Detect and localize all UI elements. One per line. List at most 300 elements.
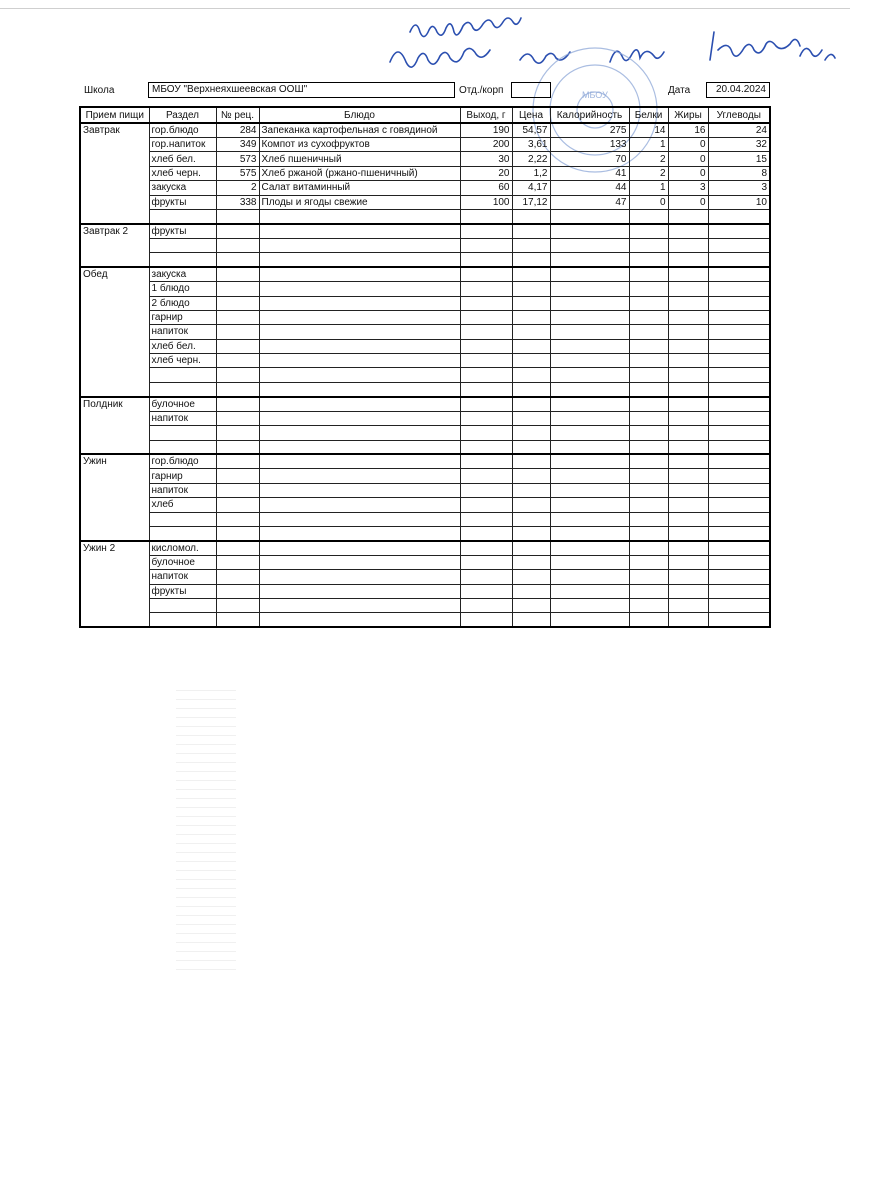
- output-cell: [460, 368, 512, 382]
- kcal-cell: [550, 397, 629, 412]
- section-cell: гарнир: [149, 310, 216, 324]
- protein-cell: [629, 570, 668, 584]
- school-label: Школа: [84, 85, 115, 96]
- fat-cell: [668, 483, 708, 497]
- dish-cell: Хлеб пшеничный: [259, 152, 460, 166]
- stamp-text: МБОУ: [582, 90, 608, 100]
- fat-cell: 0: [668, 166, 708, 180]
- kcal-cell: [550, 599, 629, 613]
- kcal-cell: [550, 526, 629, 540]
- recipe-cell: [216, 512, 259, 526]
- recipe-cell: 575: [216, 166, 259, 180]
- output-cell: [460, 469, 512, 483]
- kcal-cell: [550, 411, 629, 425]
- section-cell: [149, 209, 216, 223]
- kcal-cell: [550, 541, 629, 556]
- recipe-cell: 2: [216, 181, 259, 195]
- output-cell: [460, 498, 512, 512]
- dish-cell: [259, 454, 460, 469]
- meal-cell: Ужин: [80, 454, 149, 540]
- table-row: [80, 541, 770, 556]
- dish-cell: [259, 584, 460, 598]
- carbs-cell: [708, 526, 770, 540]
- section-cell: [149, 440, 216, 454]
- section-cell: хлеб черн.: [149, 166, 216, 180]
- section-cell: закуска: [149, 181, 216, 195]
- table-row: [80, 253, 770, 267]
- recipe-cell: [216, 238, 259, 252]
- price-cell: [512, 599, 550, 613]
- col-header-meal: Прием пищи: [80, 107, 149, 123]
- dish-cell: [259, 613, 460, 627]
- fat-cell: [668, 411, 708, 425]
- fat-cell: [668, 267, 708, 282]
- fat-cell: [668, 238, 708, 252]
- output-cell: [460, 613, 512, 627]
- kcal-cell: [550, 426, 629, 440]
- fat-cell: [668, 296, 708, 310]
- output-cell: [460, 253, 512, 267]
- fat-cell: [668, 224, 708, 239]
- section-cell: хлеб черн.: [149, 354, 216, 368]
- price-cell: [512, 454, 550, 469]
- price-cell: 4,17: [512, 181, 550, 195]
- price-cell: [512, 498, 550, 512]
- table-row: [80, 411, 770, 425]
- kcal-cell: [550, 570, 629, 584]
- fat-cell: [668, 209, 708, 223]
- output-cell: 200: [460, 138, 512, 152]
- fat-cell: [668, 426, 708, 440]
- carbs-cell: [708, 483, 770, 497]
- recipe-cell: [216, 209, 259, 223]
- recipe-cell: [216, 498, 259, 512]
- dish-cell: [259, 296, 460, 310]
- output-cell: [460, 325, 512, 339]
- output-cell: [460, 397, 512, 412]
- output-cell: [460, 599, 512, 613]
- carbs-cell: [708, 368, 770, 382]
- table-row: [80, 354, 770, 368]
- section-cell: напиток: [149, 325, 216, 339]
- kcal-cell: [550, 339, 629, 353]
- output-cell: [460, 570, 512, 584]
- protein-cell: 0: [629, 195, 668, 209]
- kcal-cell: [550, 224, 629, 239]
- protein-cell: [629, 310, 668, 324]
- carbs-cell: [708, 296, 770, 310]
- carbs-cell: 32: [708, 138, 770, 152]
- dish-cell: [259, 541, 460, 556]
- protein-cell: [629, 253, 668, 267]
- table-row: [80, 498, 770, 512]
- col-header-carbs: Углеводы: [708, 107, 770, 123]
- fat-cell: [668, 397, 708, 412]
- fat-cell: [668, 354, 708, 368]
- protein-cell: [629, 584, 668, 598]
- price-cell: [512, 368, 550, 382]
- kcal-cell: [550, 209, 629, 223]
- carbs-cell: [708, 613, 770, 627]
- recipe-cell: 338: [216, 195, 259, 209]
- recipe-cell: [216, 584, 259, 598]
- dish-cell: [259, 209, 460, 223]
- date-label: Дата: [668, 85, 691, 96]
- recipe-cell: [216, 368, 259, 382]
- kcal-cell: [550, 555, 629, 569]
- meal-cell: Обед: [80, 267, 149, 397]
- section-cell: булочное: [149, 397, 216, 412]
- recipe-cell: [216, 282, 259, 296]
- price-cell: 54,57: [512, 123, 550, 138]
- output-cell: [460, 339, 512, 353]
- table-row: [80, 339, 770, 353]
- carbs-cell: [708, 570, 770, 584]
- table-row: [80, 584, 770, 598]
- col-header-output: Выход, г: [460, 107, 512, 123]
- carbs-cell: [708, 267, 770, 282]
- page-top-edge: [0, 8, 850, 9]
- fat-cell: [668, 469, 708, 483]
- output-cell: 100: [460, 195, 512, 209]
- price-cell: 3,61: [512, 138, 550, 152]
- table-row: [80, 440, 770, 454]
- fat-cell: [668, 570, 708, 584]
- table-row: [80, 138, 770, 152]
- carbs-cell: 24: [708, 123, 770, 138]
- protein-cell: 1: [629, 181, 668, 195]
- carbs-cell: [708, 599, 770, 613]
- dish-cell: [259, 469, 460, 483]
- fat-cell: [668, 339, 708, 353]
- output-cell: [460, 267, 512, 282]
- table-row: [80, 599, 770, 613]
- output-cell: [460, 224, 512, 239]
- recipe-cell: [216, 325, 259, 339]
- price-cell: [512, 512, 550, 526]
- table-row: [80, 382, 770, 396]
- output-cell: [460, 209, 512, 223]
- recipe-cell: [216, 541, 259, 556]
- dish-cell: [259, 267, 460, 282]
- table-row: [80, 555, 770, 569]
- dish-cell: Хлеб ржаной (ржано-пшеничный): [259, 166, 460, 180]
- meal-cell: Завтрак 2: [80, 224, 149, 267]
- table-row: [80, 152, 770, 166]
- carbs-cell: [708, 411, 770, 425]
- dish-cell: [259, 354, 460, 368]
- col-header-fat: Жиры: [668, 107, 708, 123]
- dish-cell: [259, 411, 460, 425]
- carbs-cell: [708, 469, 770, 483]
- fat-cell: [668, 368, 708, 382]
- price-cell: 2,22: [512, 152, 550, 166]
- output-cell: [460, 440, 512, 454]
- dish-cell: [259, 325, 460, 339]
- table-row: [80, 469, 770, 483]
- price-cell: 17,12: [512, 195, 550, 209]
- table-row: [80, 267, 770, 282]
- section-cell: [149, 238, 216, 252]
- kcal-cell: [550, 584, 629, 598]
- carbs-cell: [708, 426, 770, 440]
- recipe-cell: [216, 613, 259, 627]
- protein-cell: [629, 325, 668, 339]
- dish-cell: [259, 282, 460, 296]
- fat-cell: [668, 613, 708, 627]
- table-row: [80, 613, 770, 627]
- dish-cell: [259, 426, 460, 440]
- price-cell: [512, 411, 550, 425]
- dish-cell: [259, 382, 460, 396]
- carbs-cell: [708, 584, 770, 598]
- dish-cell: Салат витаминный: [259, 181, 460, 195]
- protein-cell: [629, 498, 668, 512]
- output-cell: [460, 238, 512, 252]
- price-cell: [512, 483, 550, 497]
- protein-cell: [629, 483, 668, 497]
- carbs-cell: [708, 354, 770, 368]
- carbs-cell: [708, 325, 770, 339]
- section-cell: хлеб бел.: [149, 339, 216, 353]
- fat-cell: [668, 526, 708, 540]
- dish-cell: [259, 440, 460, 454]
- col-header-dish: Блюдо: [259, 107, 460, 123]
- recipe-cell: 573: [216, 152, 259, 166]
- section-cell: хлеб бел.: [149, 152, 216, 166]
- col-header-recipe: № рец.: [216, 107, 259, 123]
- kcal-cell: [550, 454, 629, 469]
- fat-cell: [668, 584, 708, 598]
- protein-cell: [629, 440, 668, 454]
- output-cell: 30: [460, 152, 512, 166]
- section-cell: хлеб: [149, 498, 216, 512]
- dish-cell: [259, 238, 460, 252]
- output-cell: [460, 555, 512, 569]
- section-cell: гарнир: [149, 469, 216, 483]
- date-field: 20.04.2024: [706, 82, 770, 98]
- price-cell: [512, 224, 550, 239]
- carbs-cell: [708, 310, 770, 324]
- protein-cell: [629, 526, 668, 540]
- carbs-cell: [708, 541, 770, 556]
- fat-cell: 16: [668, 123, 708, 138]
- table-row: [80, 368, 770, 382]
- carbs-cell: 10: [708, 195, 770, 209]
- section-cell: кисломол.: [149, 541, 216, 556]
- protein-cell: 2: [629, 166, 668, 180]
- section-cell: напиток: [149, 411, 216, 425]
- dish-cell: Запеканка картофельная с говядиной: [259, 123, 460, 138]
- output-cell: [460, 310, 512, 324]
- recipe-cell: [216, 440, 259, 454]
- table-row: [80, 224, 770, 239]
- output-cell: [460, 526, 512, 540]
- carbs-cell: [708, 238, 770, 252]
- carbs-cell: [708, 555, 770, 569]
- fat-cell: [668, 512, 708, 526]
- recipe-cell: [216, 296, 259, 310]
- carbs-cell: [708, 209, 770, 223]
- recipe-cell: [216, 382, 259, 396]
- output-cell: [460, 541, 512, 556]
- carbs-cell: [708, 382, 770, 396]
- carbs-cell: [708, 224, 770, 239]
- kcal-cell: 44: [550, 181, 629, 195]
- col-header-section: Раздел: [149, 107, 216, 123]
- recipe-cell: [216, 339, 259, 353]
- section-cell: [149, 253, 216, 267]
- fat-cell: [668, 498, 708, 512]
- fat-cell: [668, 325, 708, 339]
- recipe-cell: [216, 411, 259, 425]
- table-row: [80, 209, 770, 223]
- price-cell: [512, 469, 550, 483]
- price-cell: [512, 584, 550, 598]
- section-cell: напиток: [149, 570, 216, 584]
- table-row: [80, 570, 770, 584]
- kcal-cell: 70: [550, 152, 629, 166]
- fat-cell: [668, 440, 708, 454]
- table-row: [80, 123, 770, 138]
- table-row: [80, 512, 770, 526]
- price-cell: [512, 267, 550, 282]
- section-cell: гор.напиток: [149, 138, 216, 152]
- output-cell: [460, 411, 512, 425]
- protein-cell: [629, 469, 668, 483]
- carbs-cell: [708, 498, 770, 512]
- kcal-cell: [550, 282, 629, 296]
- table-row: [80, 483, 770, 497]
- kcal-cell: [550, 469, 629, 483]
- kcal-cell: [550, 267, 629, 282]
- output-cell: [460, 296, 512, 310]
- kcal-cell: [550, 368, 629, 382]
- dish-cell: Плоды и ягоды свежие: [259, 195, 460, 209]
- fat-cell: [668, 253, 708, 267]
- fat-cell: [668, 599, 708, 613]
- protein-cell: [629, 339, 668, 353]
- section-cell: [149, 368, 216, 382]
- section-cell: гор.блюдо: [149, 454, 216, 469]
- kcal-cell: [550, 613, 629, 627]
- price-cell: [512, 296, 550, 310]
- recipe-cell: [216, 469, 259, 483]
- protein-cell: [629, 267, 668, 282]
- section-cell: напиток: [149, 483, 216, 497]
- output-cell: [460, 483, 512, 497]
- kcal-cell: [550, 512, 629, 526]
- dept-field: [511, 82, 551, 98]
- recipe-cell: [216, 555, 259, 569]
- protein-cell: [629, 224, 668, 239]
- col-header-price: Цена: [512, 107, 550, 123]
- menu-table: [79, 106, 771, 628]
- section-cell: 1 блюдо: [149, 282, 216, 296]
- protein-cell: [629, 555, 668, 569]
- price-cell: [512, 209, 550, 223]
- recipe-cell: [216, 426, 259, 440]
- carbs-cell: 3: [708, 181, 770, 195]
- protein-cell: [629, 382, 668, 396]
- section-cell: гор.блюдо: [149, 123, 216, 138]
- section-cell: [149, 512, 216, 526]
- table-row: [80, 181, 770, 195]
- table-row: [80, 282, 770, 296]
- section-cell: [149, 526, 216, 540]
- dish-cell: [259, 253, 460, 267]
- protein-cell: [629, 354, 668, 368]
- carbs-cell: [708, 397, 770, 412]
- price-cell: [512, 397, 550, 412]
- kcal-cell: [550, 440, 629, 454]
- price-cell: [512, 613, 550, 627]
- price-cell: [512, 339, 550, 353]
- fat-cell: [668, 555, 708, 569]
- table-header-row: [80, 107, 770, 123]
- protein-cell: [629, 368, 668, 382]
- dish-cell: [259, 310, 460, 324]
- dish-cell: [259, 599, 460, 613]
- kcal-cell: [550, 296, 629, 310]
- fat-cell: [668, 541, 708, 556]
- carbs-cell: [708, 454, 770, 469]
- price-cell: [512, 282, 550, 296]
- kcal-cell: [550, 354, 629, 368]
- table-row: [80, 325, 770, 339]
- school-field: МБОУ "Верхнеяхшеевская ООШ": [148, 82, 455, 98]
- fat-cell: 0: [668, 138, 708, 152]
- kcal-cell: [550, 498, 629, 512]
- recipe-cell: [216, 224, 259, 239]
- dish-cell: [259, 368, 460, 382]
- price-cell: [512, 325, 550, 339]
- price-cell: [512, 382, 550, 396]
- table-row: [80, 310, 770, 324]
- output-cell: [460, 354, 512, 368]
- kcal-cell: 47: [550, 195, 629, 209]
- meal-cell: Ужин 2: [80, 541, 149, 627]
- kcal-cell: [550, 238, 629, 252]
- dish-cell: Компот из сухофруктов: [259, 138, 460, 152]
- protein-cell: [629, 238, 668, 252]
- protein-cell: [629, 209, 668, 223]
- fat-cell: [668, 454, 708, 469]
- output-cell: [460, 382, 512, 396]
- price-cell: [512, 238, 550, 252]
- kcal-cell: [550, 325, 629, 339]
- price-cell: [512, 426, 550, 440]
- kcal-cell: [550, 483, 629, 497]
- dish-cell: [259, 526, 460, 540]
- meal-cell: Завтрак: [80, 123, 149, 224]
- kcal-cell: 41: [550, 166, 629, 180]
- dish-cell: [259, 339, 460, 353]
- kcal-cell: [550, 310, 629, 324]
- output-cell: 190: [460, 123, 512, 138]
- section-cell: [149, 426, 216, 440]
- protein-cell: [629, 512, 668, 526]
- output-cell: 20: [460, 166, 512, 180]
- recipe-cell: [216, 267, 259, 282]
- kcal-cell: 275: [550, 123, 629, 138]
- scan-artifact: [176, 690, 236, 970]
- protein-cell: 14: [629, 123, 668, 138]
- price-cell: [512, 253, 550, 267]
- protein-cell: [629, 454, 668, 469]
- fat-cell: [668, 282, 708, 296]
- output-cell: [460, 512, 512, 526]
